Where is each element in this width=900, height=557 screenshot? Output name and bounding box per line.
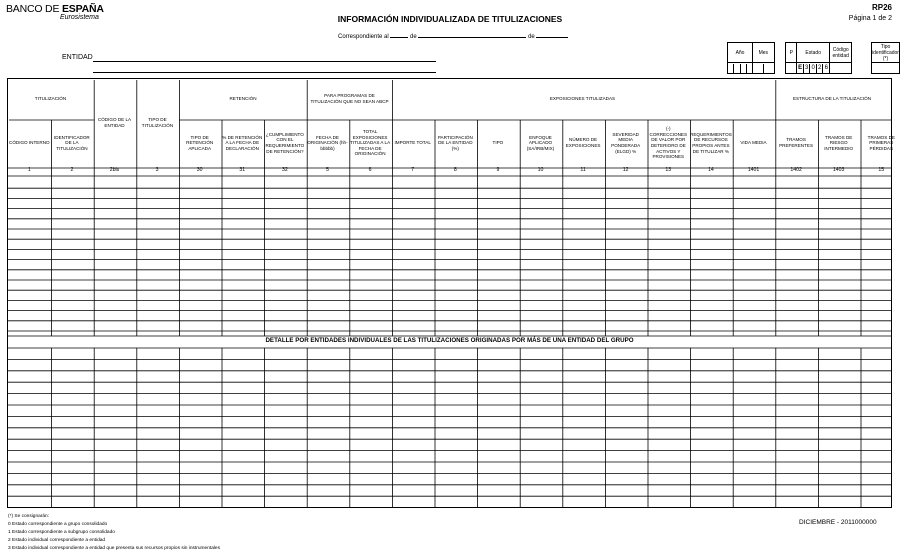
column-number: 32: [282, 167, 288, 174]
correspondiente-label: Correspondiente al: [338, 34, 389, 40]
group-titulizacion: TITULIZACIÓN: [34, 96, 67, 102]
column-header: FECHA DE ORIGINACIÓN (hh-bbbbb): [307, 134, 348, 151]
column-header: IDENTIFICADOR DE LA TITULIZACIÓN: [54, 134, 90, 151]
id-codigo-cell[interactable]: [830, 63, 852, 74]
detail-section-title: DETALLE POR ENTIDADES INDIVIDUALES DE LAS TITULIZACIONES ORIGINADAS POR MÁS DE UNA ENTIDAD DEL GRUPO: [265, 337, 634, 344]
column-header: CÓDIGO INTERNO: [9, 140, 50, 146]
column-number: 10: [537, 167, 544, 174]
id-tipo-header: Tipo identificador (*): [872, 43, 899, 62]
column-number: 30: [196, 167, 203, 174]
column-number: 31: [239, 167, 246, 174]
id-p-cell[interactable]: [786, 63, 797, 74]
column-number: 3: [155, 167, 159, 174]
id-estado-cell[interactable]: [797, 63, 830, 74]
footnote-0: (*) Se consignarán:: [8, 514, 50, 519]
column-number: 9: [496, 167, 500, 174]
column-number: 1402: [790, 167, 802, 174]
id-val-2: 0: [810, 64, 817, 73]
id-val-4: 6: [824, 64, 828, 71]
month-field[interactable]: [418, 37, 526, 38]
column-header: TOTAL EXPOSICIONES TITULIZADAS A LA FECHA DE ORIGINACIÓN: [350, 129, 391, 157]
column-number: 11: [580, 167, 586, 174]
logo-text-1: BANCO DE: [6, 3, 62, 15]
entidad-label: ENTIDAD: [62, 54, 93, 61]
form-code: RP26: [871, 3, 892, 12]
id-val-0: E: [798, 64, 803, 71]
identifier-box: [727, 42, 900, 74]
column-number: 13: [665, 167, 672, 174]
id-year-header: Año: [728, 43, 753, 63]
id-year-cell[interactable]: [728, 63, 753, 74]
column-header: SEVERIDAD MEDIA PONDERADA (ELGD) %: [611, 131, 641, 154]
group-exposiciones: EXPOSICIONES TITULIZADAS: [549, 96, 616, 102]
column-header: (-) CORRECCIONES DE VALOR POR DETERIORO DE ACTIVOS Y PROVISIONES: [649, 126, 688, 160]
column-number: 1403: [832, 167, 845, 174]
column-header: ENFOQUE APLICADO (SA/IRB/MIX): [526, 134, 555, 151]
entidad-field-line2[interactable]: [93, 72, 436, 73]
column-header: PARTICIPACIÓN DE LA ENTIDAD (%): [437, 134, 473, 151]
column-number: 1: [27, 167, 31, 174]
column-header: % DE RETENCIÓN A LA FECHA DE DECLARACIÓN: [222, 134, 263, 151]
column-header: TIPO: [492, 140, 504, 146]
column-number: 5: [326, 167, 329, 174]
page-title: INFORMACIÓN INDIVIDUALIZADA DE TITULIZACIONES: [337, 14, 563, 24]
id-tipo-cell[interactable]: [872, 63, 900, 74]
day-field[interactable]: [390, 37, 408, 38]
column-header: TRAMOS DE RIESGO INTERMEDIO: [824, 134, 854, 151]
logo-text-2: ESPAÑA: [61, 3, 104, 15]
footnote-4: 3 Estado individual correspondiente a entidad que presenta sus recursos propios sin instrumentales: [8, 546, 220, 551]
footnote-3: 2 Estado individual correspondiente a entidad: [8, 538, 106, 543]
column-number: 2bis: [109, 167, 120, 174]
year-field[interactable]: [536, 37, 568, 38]
column-header: VIDA MEDIA: [740, 140, 767, 146]
column-header: ¿CUMPLIMIENTO CON EL REQUERIMIENTO DE RETENCIÓN?: [265, 131, 305, 154]
de-label-1: de: [410, 34, 417, 40]
column-number: 12: [622, 167, 629, 174]
de-label-2: de: [528, 34, 535, 40]
footer-date: DICIEMBRE - 2011000000: [799, 519, 877, 526]
id-codigo-header: Código entidad: [830, 43, 852, 63]
id-p-header: P: [786, 43, 797, 63]
col-tipo-titulizacion: TIPO DE TITULIZACIÓN: [141, 117, 174, 128]
column-number: 15: [878, 167, 885, 174]
id-val-1: 3: [804, 64, 811, 73]
col-codigo-entidad: CÓDIGO DE LA ENTIDAD: [97, 117, 132, 128]
id-month-header: Mes: [753, 43, 775, 63]
column-header: TRAMOS DE PRIMERAS PÉRDIDAS: [867, 134, 895, 151]
column-header: IMPORTE TOTAL: [394, 140, 431, 146]
footnote-2: 1 Estado correspondiente a subgrupo consolidado: [8, 530, 115, 535]
id-month-cell[interactable]: [753, 63, 775, 74]
group-programas: PARA PROGRAMAS DE TITULIZACIÓN QUE NO SEAN ABCP: [310, 93, 389, 104]
column-header: REQUERIMIENTOS DE RECURSOS PROPIOS ANTES DE TITULIZAR %: [690, 131, 732, 154]
period-line: [338, 34, 568, 40]
id-val-3: 2: [817, 64, 824, 73]
column-number: 8: [453, 167, 457, 174]
logo-subtitle: Eurosistema: [60, 14, 99, 21]
page-number: Página 1 de 2: [848, 15, 892, 22]
column-number: 7: [411, 167, 415, 174]
column-header: TRAMOS PREFERENTES: [779, 137, 814, 148]
group-retencion: RETENCIÓN: [229, 96, 257, 102]
column-header: TIPO DE RETENCIÓN APLICADA: [186, 134, 214, 151]
entidad-field-line1[interactable]: [93, 61, 436, 62]
id-estado-header: Estado: [797, 43, 830, 63]
column-number: 1401: [747, 167, 760, 174]
column-number: 2: [70, 167, 74, 174]
column-number: 6: [368, 167, 372, 174]
footnote-1: 0 Estado correspondiente a grupo consolidado: [8, 522, 108, 527]
column-header: NÚMERO DE EXPOSICIONES: [565, 137, 601, 148]
group-estructura: ESTRUCTURA DE LA TITULIZACIÓN: [792, 96, 872, 102]
column-number: 14: [708, 167, 714, 174]
